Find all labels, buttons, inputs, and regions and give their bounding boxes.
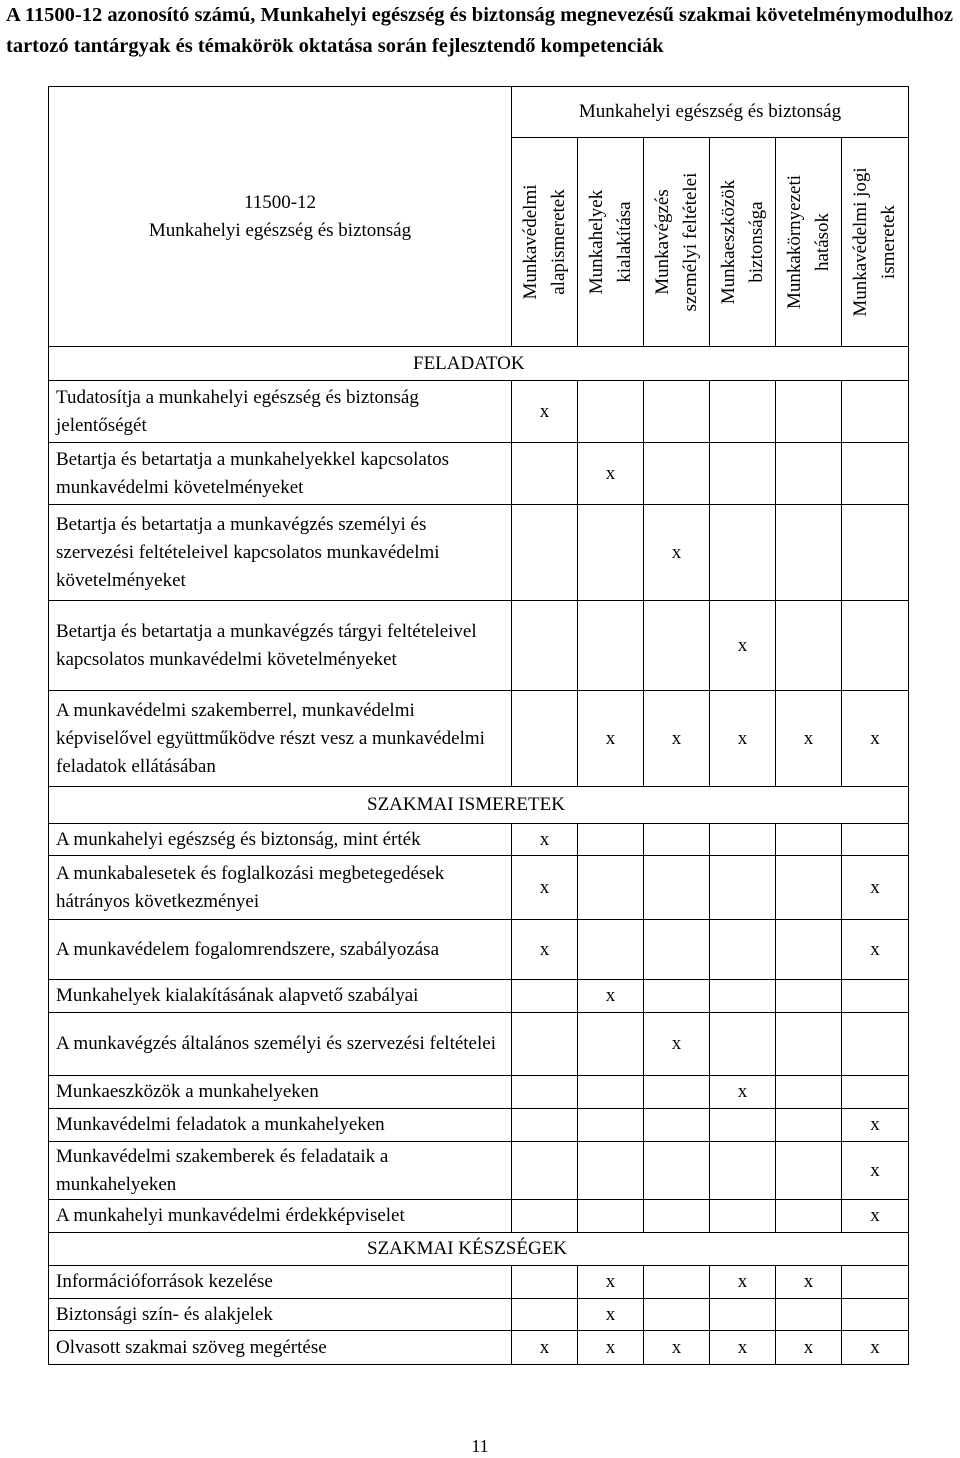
- mark-cell: [512, 1200, 578, 1233]
- mark-cell: x: [578, 980, 644, 1013]
- table-row: [49, 920, 909, 980]
- column-header-line2: biztonsága: [745, 201, 767, 283]
- table-row: [49, 856, 909, 920]
- mark-cell: [776, 443, 842, 505]
- mark-cell: [710, 1109, 776, 1142]
- column-header: [644, 138, 710, 347]
- column-header-line1: Munkavédelmi: [519, 184, 541, 300]
- mark-cell: [578, 1200, 644, 1233]
- mark-cell: [842, 1013, 909, 1076]
- mark-cell: [578, 856, 644, 920]
- mark-cell: x: [776, 691, 842, 787]
- mark-cell: [578, 824, 644, 856]
- mark-cell: x: [578, 443, 644, 505]
- mark-cell: [578, 1142, 644, 1200]
- mark-cell: [776, 920, 842, 980]
- mark-cell: x: [578, 691, 644, 787]
- mark-cell: [644, 1109, 710, 1142]
- mark-cell: [776, 980, 842, 1013]
- mark-cell: x: [578, 1266, 644, 1299]
- mark-cell: [776, 1299, 842, 1331]
- mark-cell: [842, 980, 909, 1013]
- mark-cell: [776, 601, 842, 691]
- mark-cell: [842, 505, 909, 601]
- document-title: A 11500-12 azonosító számú, Munkahelyi egészség és biztonság megnevezésű szakmai követelménymodulhoz tartozó tantárgyak és témakörök oktatása során fejlesztendő kompetenciák: [6, 4, 953, 57]
- mark-cell: [512, 1013, 578, 1076]
- mark-cell: [578, 601, 644, 691]
- mark-cell: [710, 443, 776, 505]
- mark-cell: [842, 601, 909, 691]
- column-header-line2: személyi feltételei: [679, 172, 701, 312]
- mark-cell: [776, 824, 842, 856]
- mark-cell: x: [710, 601, 776, 691]
- mark-cell: x: [512, 824, 578, 856]
- mark-cell: [710, 824, 776, 856]
- mark-cell: [644, 1299, 710, 1331]
- section-title: SZAKMAI ISMERETEK: [367, 794, 565, 815]
- mark-cell: [644, 1076, 710, 1109]
- mark-cell: x: [578, 1331, 644, 1365]
- table-row: [49, 381, 909, 443]
- row-label: A munkahelyi munkavédelmi érdekképviselet: [49, 1200, 512, 1233]
- mark-cell: [842, 1299, 909, 1331]
- mark-cell: [842, 443, 909, 505]
- table-row: [49, 1013, 909, 1076]
- section-header: [49, 347, 909, 381]
- column-header-line1: Munkaeszközök: [717, 179, 739, 305]
- mark-cell: x: [644, 505, 710, 601]
- column-header-line1: Munkahelyek: [585, 189, 607, 295]
- table-row: [49, 1266, 909, 1299]
- row-label: A munkavégzés általános személyi és szervezési feltételei: [49, 1013, 512, 1076]
- mark-cell: [512, 691, 578, 787]
- mark-cell: x: [644, 1331, 710, 1365]
- row-label: A munkahelyi egészség és biztonság, mint érték: [49, 824, 512, 856]
- section-header: [49, 787, 909, 824]
- column-header: [578, 138, 644, 347]
- mark-cell: x: [842, 691, 909, 787]
- mark-cell: [578, 1076, 644, 1109]
- mark-cell: [842, 1266, 909, 1299]
- mark-cell: [512, 1076, 578, 1109]
- table-row: [49, 601, 909, 691]
- mark-cell: [710, 1299, 776, 1331]
- mark-cell: x: [842, 920, 909, 980]
- mark-cell: x: [710, 1331, 776, 1365]
- mark-cell: [512, 601, 578, 691]
- column-header-line2: hatások: [811, 212, 833, 272]
- mark-cell: [578, 381, 644, 443]
- mark-cell: [512, 1266, 578, 1299]
- mark-cell: [512, 505, 578, 601]
- mark-cell: [776, 1013, 842, 1076]
- mark-cell: [644, 824, 710, 856]
- mark-cell: x: [512, 920, 578, 980]
- row-label: Betartja és betartatja a munkavégzés személyi és szervezési feltételeivel kapcsolatos munkavédelmi követelményeket: [49, 505, 512, 601]
- mark-cell: [644, 856, 710, 920]
- page-number: 11: [471, 1436, 489, 1456]
- mark-cell: [710, 1013, 776, 1076]
- mark-cell: [710, 505, 776, 601]
- module-header-cell: [49, 87, 512, 347]
- competency-table: [48, 86, 909, 1365]
- mark-cell: [842, 824, 909, 856]
- section-title: FELADATOK: [413, 352, 525, 374]
- row-label: A munkabalesetek és foglalkozási megbetegedések hátrányos következményei: [49, 856, 512, 920]
- mark-cell: [710, 1142, 776, 1200]
- column-header-line2: ismeretek: [878, 205, 899, 279]
- row-label: Információforrások kezelése: [49, 1266, 512, 1299]
- mark-cell: [512, 980, 578, 1013]
- mark-cell: [776, 1200, 842, 1233]
- mark-cell: [644, 980, 710, 1013]
- table-row: [49, 1076, 909, 1109]
- mark-cell: x: [776, 1331, 842, 1365]
- mark-cell: [776, 1142, 842, 1200]
- mark-cell: [710, 920, 776, 980]
- row-label: Tudatosítja a munkahelyi egészség és biztonság jelentőségét: [49, 381, 512, 443]
- mark-cell: [710, 1200, 776, 1233]
- mark-cell: [578, 920, 644, 980]
- table-row: [49, 824, 909, 856]
- module-code: 11500-12: [243, 191, 317, 213]
- mark-cell: x: [776, 1266, 842, 1299]
- mark-cell: [644, 1266, 710, 1299]
- mark-cell: x: [578, 1299, 644, 1331]
- mark-cell: [644, 443, 710, 505]
- row-label: Munkahelyek kialakításának alapvető szabályai: [49, 980, 512, 1013]
- mark-cell: [512, 1299, 578, 1331]
- mark-cell: [776, 1076, 842, 1109]
- table-row: [49, 1109, 909, 1142]
- mark-cell: [710, 980, 776, 1013]
- mark-cell: [776, 856, 842, 920]
- mark-cell: [644, 381, 710, 443]
- column-header: [710, 138, 776, 347]
- mark-cell: [644, 920, 710, 980]
- table-row: [49, 1142, 909, 1200]
- table-row: [49, 505, 909, 601]
- row-label: A munkavédelmi szakemberrel, munkavédelmi képviselővel együttműködve részt vesz a munkavédelmi feladatok ellátásában: [49, 691, 512, 787]
- column-header-line1: Munkavédelmi jogi: [850, 167, 871, 317]
- row-label: Munkaeszközök a munkahelyeken: [49, 1076, 512, 1109]
- row-label: Olvasott szakmai szöveg megértése: [49, 1331, 512, 1365]
- column-header-line1: Munkavégzés: [651, 189, 673, 295]
- mark-cell: [578, 1109, 644, 1142]
- mark-cell: [842, 1076, 909, 1109]
- section-header: [49, 1233, 909, 1266]
- row-label: Betartja és betartatja a munkahelyekkel kapcsolatos munkavédelmi követelményeket: [49, 443, 512, 505]
- row-label: Biztonsági szín- és alakjelek: [49, 1299, 512, 1331]
- mark-cell: x: [842, 1331, 909, 1365]
- mark-cell: [776, 1109, 842, 1142]
- mark-cell: x: [512, 856, 578, 920]
- row-label: A munkavédelem fogalomrendszere, szabályozása: [49, 920, 512, 980]
- table-row: [49, 1200, 909, 1233]
- mark-cell: x: [842, 856, 909, 920]
- column-header-line2: kialakítása: [613, 201, 635, 283]
- table-row: [49, 1331, 909, 1365]
- mark-cell: [644, 1200, 710, 1233]
- module-name: Munkahelyi egészség és biztonság: [148, 219, 412, 241]
- mark-cell: [578, 1013, 644, 1076]
- mark-cell: x: [644, 691, 710, 787]
- mark-cell: x: [512, 381, 578, 443]
- mark-cell: [776, 381, 842, 443]
- mark-cell: [776, 505, 842, 601]
- row-label: Betartja és betartatja a munkavégzés tárgyi feltételeivel kapcsolatos munkavédelmi követelményeket: [49, 601, 512, 691]
- mark-cell: [644, 1142, 710, 1200]
- mark-cell: [710, 381, 776, 443]
- mark-cell: x: [842, 1200, 909, 1233]
- mark-cell: x: [710, 1076, 776, 1109]
- column-header-line2: alapismeretek: [547, 189, 569, 295]
- subject-header: Munkahelyi egészség és biztonság: [512, 87, 909, 138]
- mark-cell: x: [512, 1331, 578, 1365]
- row-label: Munkavédelmi szakemberek és feladataik a munkahelyeken: [49, 1142, 512, 1200]
- mark-cell: [710, 856, 776, 920]
- table-row: [49, 691, 909, 787]
- column-header-line1: Munkakörnyezeti: [783, 174, 805, 310]
- column-header: [512, 138, 578, 347]
- column-header: [842, 138, 909, 347]
- mark-cell: [842, 381, 909, 443]
- table-row: [49, 980, 909, 1013]
- table-row: [49, 1299, 909, 1331]
- mark-cell: x: [842, 1142, 909, 1200]
- column-header: [776, 138, 842, 347]
- mark-cell: x: [710, 691, 776, 787]
- table-row: [49, 443, 909, 505]
- mark-cell: x: [842, 1109, 909, 1142]
- mark-cell: [644, 601, 710, 691]
- mark-cell: [512, 1142, 578, 1200]
- row-label: Munkavédelmi feladatok a munkahelyeken: [49, 1109, 512, 1142]
- section-title: SZAKMAI KÉSZSÉGEK: [367, 1238, 568, 1259]
- mark-cell: [578, 505, 644, 601]
- mark-cell: x: [710, 1266, 776, 1299]
- mark-cell: x: [644, 1013, 710, 1076]
- mark-cell: [512, 1109, 578, 1142]
- mark-cell: [512, 443, 578, 505]
